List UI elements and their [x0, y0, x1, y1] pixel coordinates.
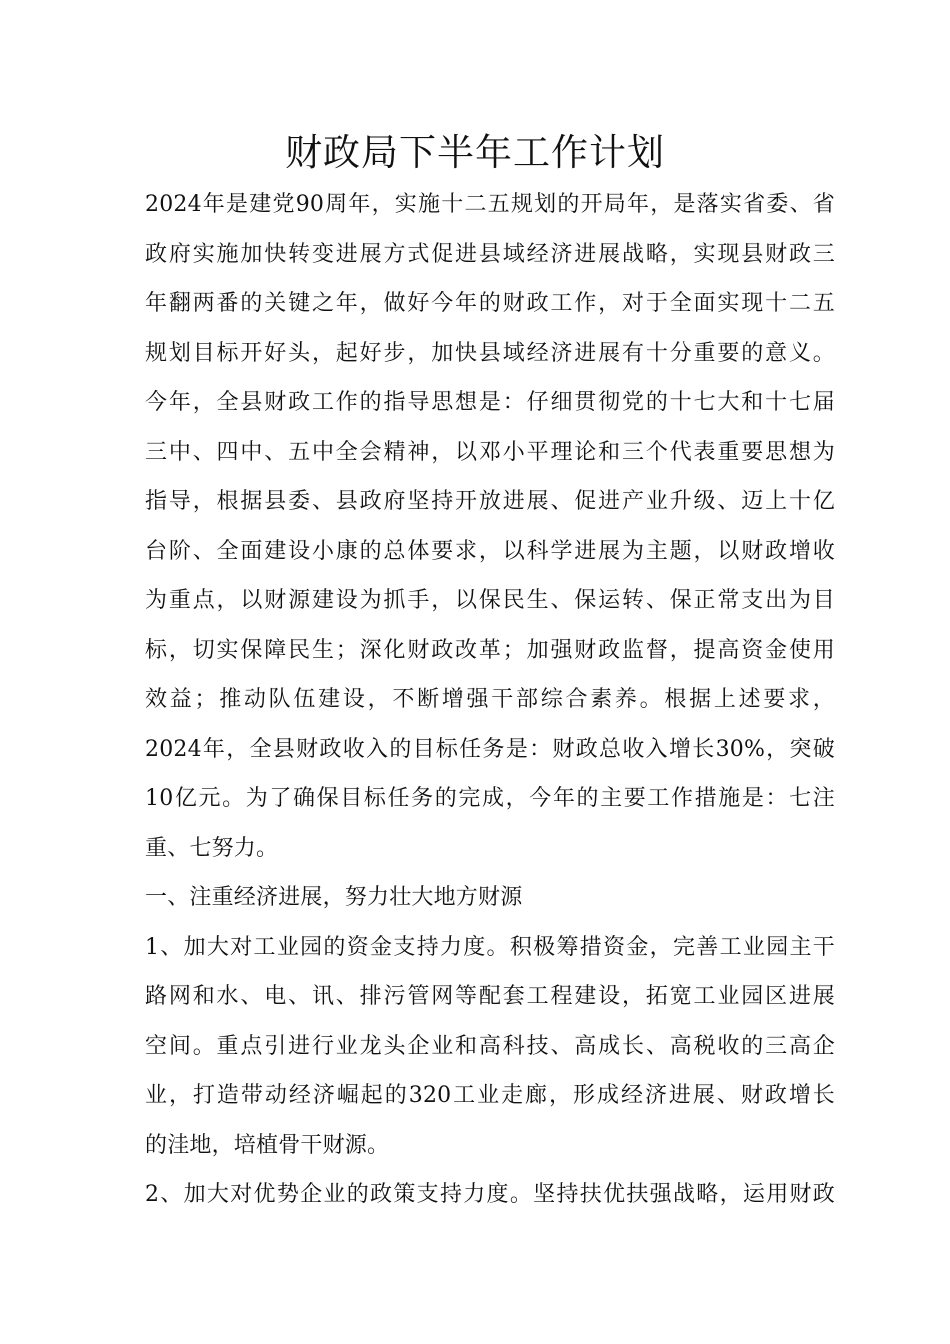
document-title: 财政局下半年工作计划: [285, 131, 665, 174]
body-line: 2024年是建党90周年，实施十二五规划的开局年，是落实省委、省: [145, 192, 835, 217]
body-line: 效益；推动队伍建设，不断增强干部综合素养。根据上述要求，: [145, 687, 835, 712]
body-line: 10亿元。为了确保目标任务的完成，今年的主要工作措施是：七注: [145, 786, 835, 811]
body-line: 2、加大对优势企业的政策支持力度。坚持扶优扶强战略，运用财政: [145, 1182, 835, 1207]
body-line: 的洼地，培植骨干财源。: [145, 1132, 390, 1158]
body-line: 规划目标开好头，起好步，加快县域经济进展有十分重要的意义。: [145, 340, 835, 366]
section-heading: 一、注重经济进展，努力壮大地方财源: [145, 885, 523, 910]
body-line: 2024年，全县财政收入的目标任务是：财政总收入增长30%，突破: [145, 736, 835, 762]
body-line: 台阶、全面建设小康的总体要求，以科学进展为主题，以财政增收: [145, 538, 835, 564]
body-line: 今年，全县财政工作的指导思想是：仔细贯彻党的十七大和十七届: [145, 390, 835, 415]
body-line: 指导，根据县委、县政府坚持开放进展、促进产业升级、迈上十亿: [145, 489, 835, 514]
body-line: 空间。重点引进行业龙头企业和高科技、高成长、高税收的三高企: [145, 1033, 835, 1059]
body-line: 年翻两番的关键之年，做好今年的财政工作，对于全面实现十二五: [145, 291, 835, 316]
document-body: [145, 180, 835, 1220]
body-line: 重、七努力。: [145, 835, 279, 861]
body-line: 1、加大对工业园的资金支持力度。积极筹措资金，完善工业园主干: [145, 934, 835, 960]
body-line: 业，打造带动经济崛起的320工业走廊，形成经济进展、财政增长: [145, 1083, 835, 1108]
body-line: 标，切实保障民生；深化财政改革；加强财政监督，提高资金使用: [145, 637, 835, 663]
body-line: 政府实施加快转变进展方式促进县域经济进展战略，实现县财政三: [145, 241, 835, 267]
body-line: 三中、四中、五中全会精神，以邓小平理论和三个代表重要思想为: [145, 439, 835, 465]
body-line: 路网和水、电、讯、排污管网等配套工程建设，拓宽工业园区进展: [145, 984, 835, 1009]
body-line: 为重点，以财源建设为抓手，以保民生、保运转、保正常支出为目: [145, 588, 835, 613]
